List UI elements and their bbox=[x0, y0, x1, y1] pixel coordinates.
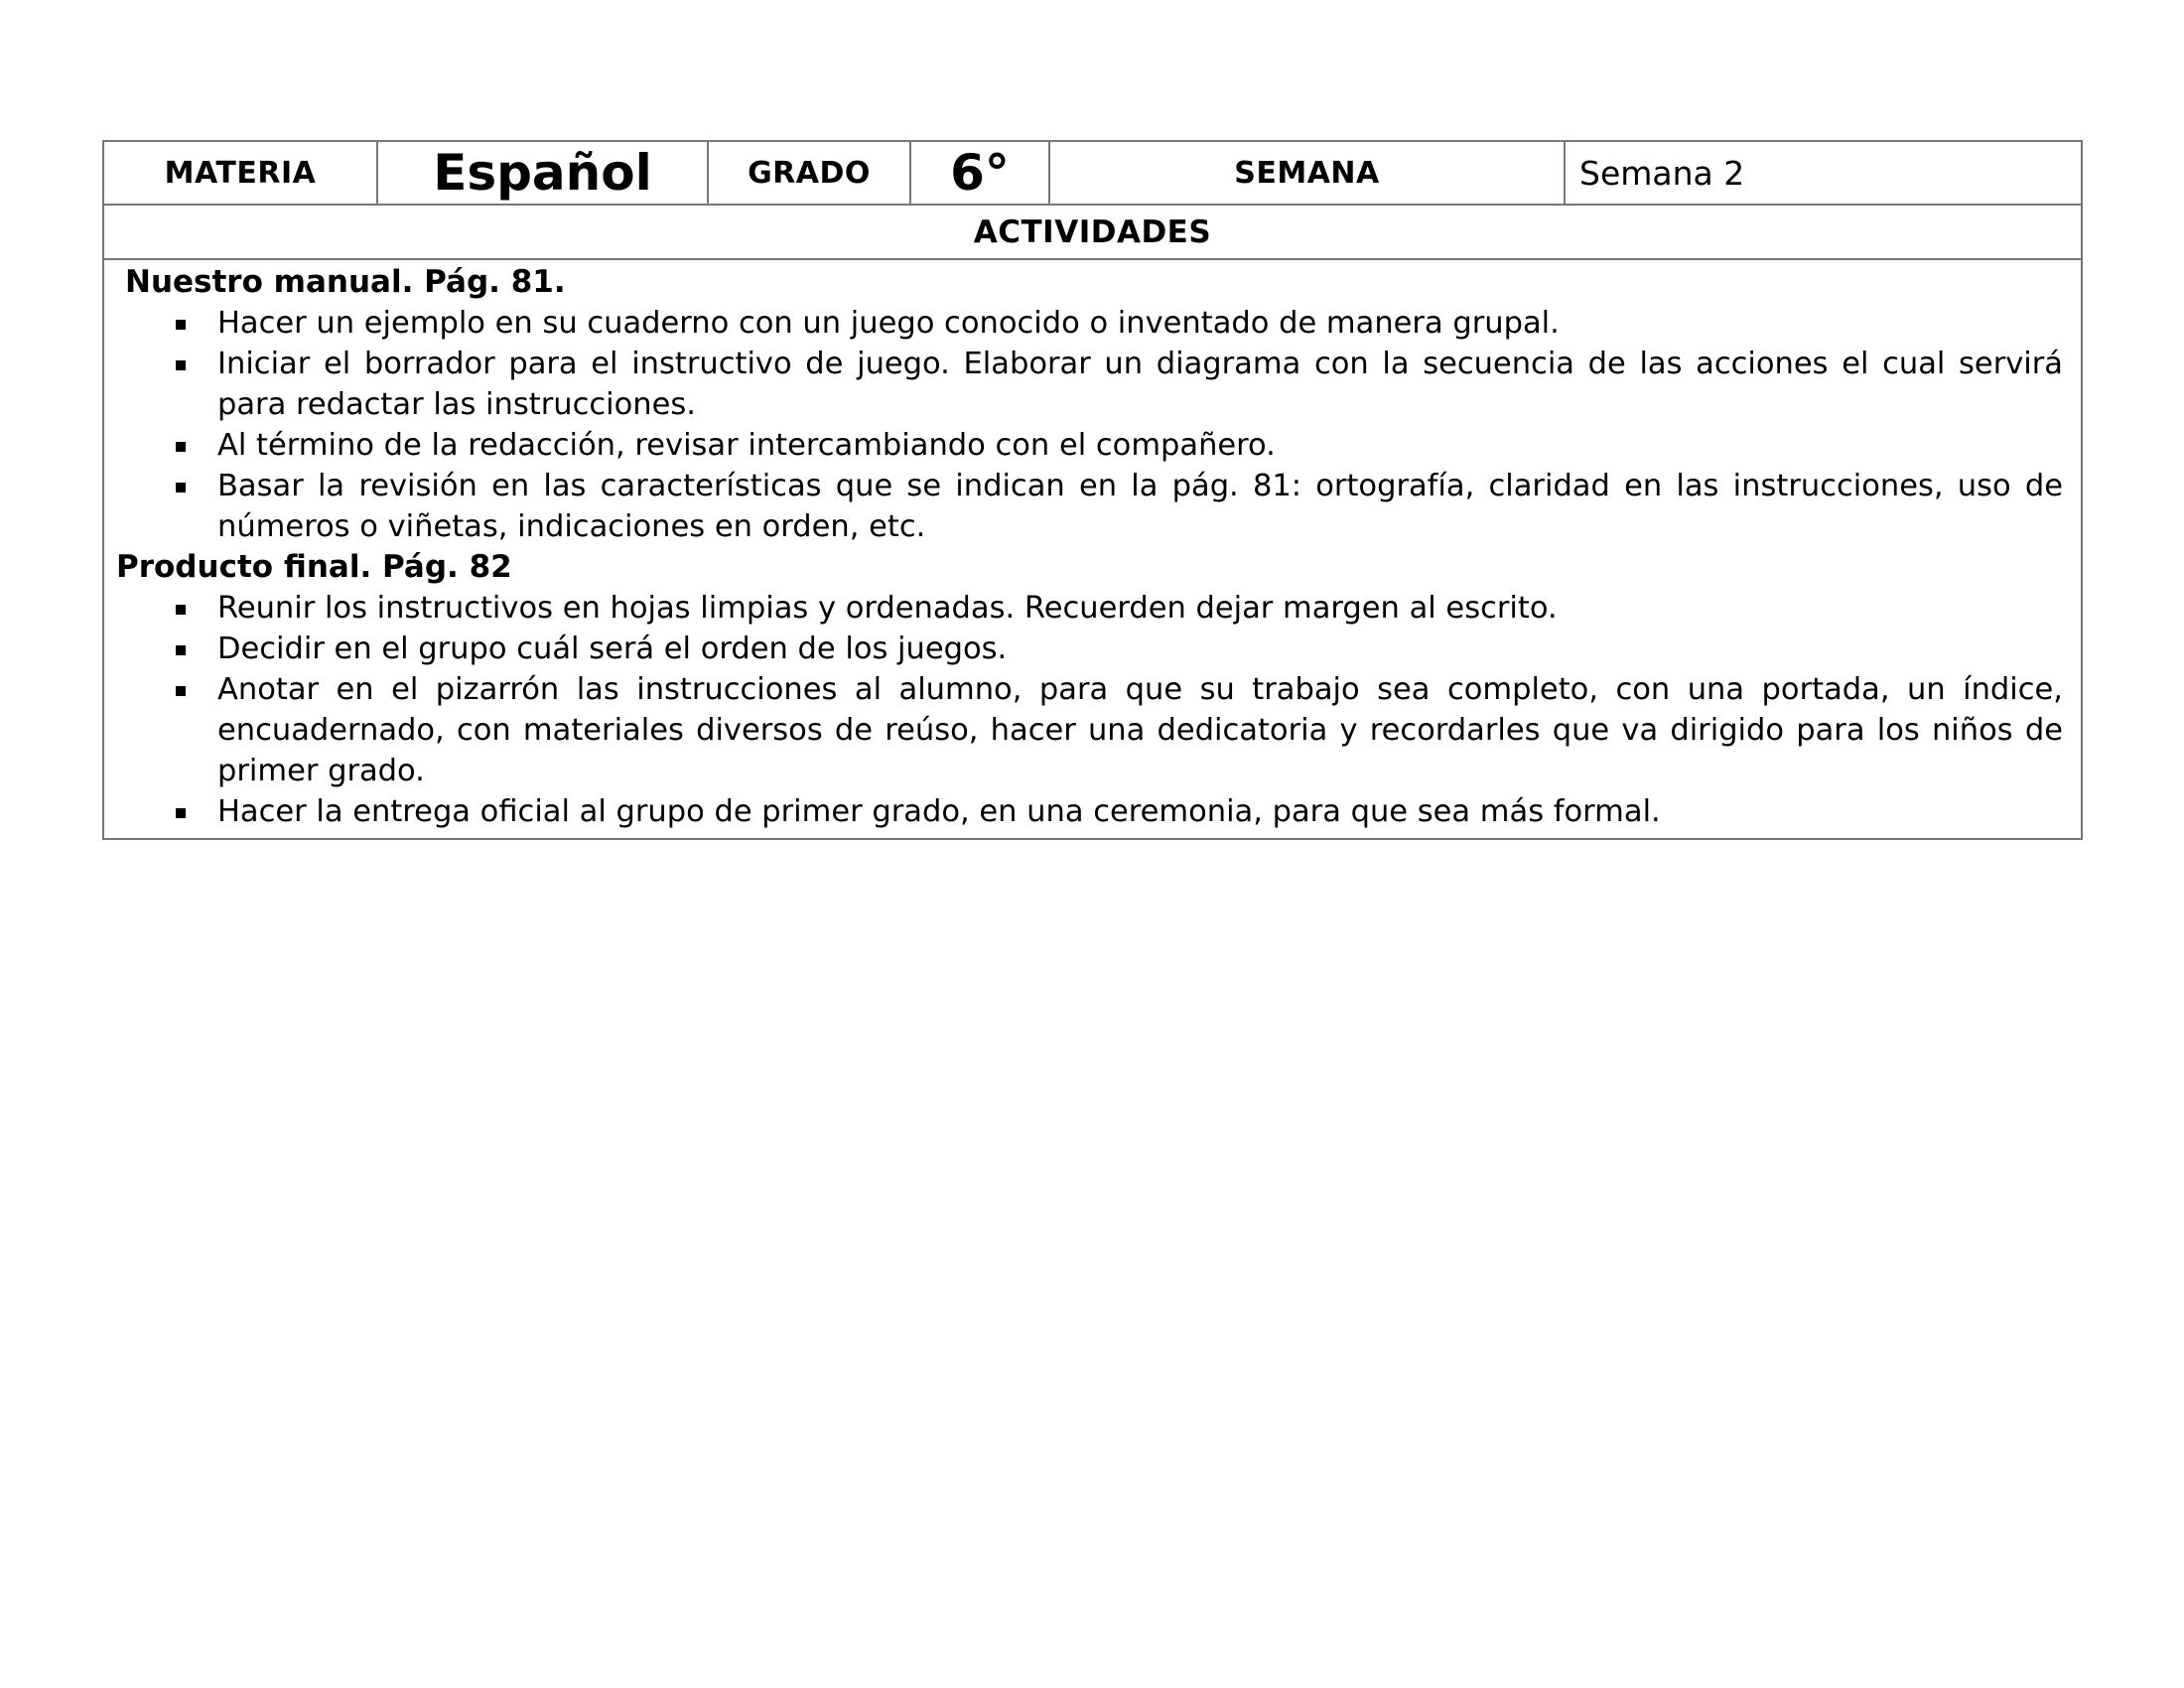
materia-label-cell bbox=[104, 142, 378, 204]
bullet-icon bbox=[176, 645, 186, 655]
grado-value-cell bbox=[911, 142, 1050, 204]
header-row bbox=[104, 142, 2081, 206]
grado-label-cell bbox=[709, 142, 911, 204]
list-item bbox=[116, 629, 2063, 669]
semana-label: SEMANA bbox=[1234, 155, 1380, 191]
grado-value: 6° bbox=[950, 144, 1010, 202]
bullet-icon bbox=[176, 320, 186, 330]
list-item-text: Iniciar el borrador para el instructivo de juego. Elaborar un diagrama con la secuencia de las acciones el cual servirá para redactar las instrucciones. bbox=[217, 347, 2063, 422]
producto-list bbox=[116, 588, 2063, 832]
bullet-icon bbox=[176, 442, 186, 452]
materia-value: Español bbox=[433, 144, 652, 202]
list-item bbox=[116, 669, 2063, 791]
bullet-icon bbox=[176, 483, 186, 492]
bullet-icon bbox=[176, 605, 186, 615]
list-item-text: Basar la revisión en las características que se indican en la pág. 81: ortografía, claridad en las instrucciones, uso de números o viñetas, indicaciones en orden, etc. bbox=[217, 469, 2063, 544]
bullet-icon bbox=[176, 808, 186, 818]
list-item-text: Al término de la redacción, revisar intercambiando con el compañero. bbox=[217, 428, 1276, 463]
list-item bbox=[116, 791, 2063, 832]
list-item-text: Hacer un ejemplo en su cuaderno con un juego conocido o inventado de manera grupal. bbox=[217, 306, 1560, 341]
activities-content bbox=[104, 260, 2081, 838]
materia-value-cell bbox=[378, 142, 709, 204]
list-item bbox=[116, 466, 2063, 547]
semana-value: Semana 2 bbox=[1579, 153, 1745, 193]
list-item-text: Decidir en el grupo cuál será el orden de los juegos. bbox=[217, 632, 1008, 666]
list-item bbox=[116, 344, 2063, 425]
lesson-plan-table bbox=[102, 140, 2083, 840]
bullet-icon bbox=[176, 360, 186, 370]
section-title-producto: Producto final. Pág. 82 bbox=[116, 549, 512, 585]
list-item-text: Hacer la entrega oficial al grupo de primer grado, en una ceremonia, para que sea más formal. bbox=[217, 794, 1661, 829]
list-item bbox=[116, 425, 2063, 466]
list-item bbox=[116, 588, 2063, 629]
list-item-text: Anotar en el pizarrón las instrucciones al alumno, para que su trabajo sea completo, con una portada, un índice, encuadernado, con materiales diversos de reúso, hacer una dedicatoria y recordarles que va dirigido para los niños de primer grado. bbox=[217, 672, 2063, 788]
list-item-text: Reunir los instructivos en hojas limpias y ordenadas. Recuerden dejar margen al escrito. bbox=[217, 591, 1558, 626]
manual-list bbox=[116, 303, 2063, 547]
semana-value-cell bbox=[1566, 142, 2081, 204]
activities-title: ACTIVIDADES bbox=[104, 206, 2081, 260]
bullet-icon bbox=[176, 686, 186, 696]
semana-label-cell bbox=[1050, 142, 1566, 204]
materia-label: MATERIA bbox=[164, 155, 317, 191]
grado-label: GRADO bbox=[748, 155, 871, 191]
list-item bbox=[116, 303, 2063, 344]
section-title-manual: Nuestro manual. Pág. 81. bbox=[125, 264, 566, 300]
